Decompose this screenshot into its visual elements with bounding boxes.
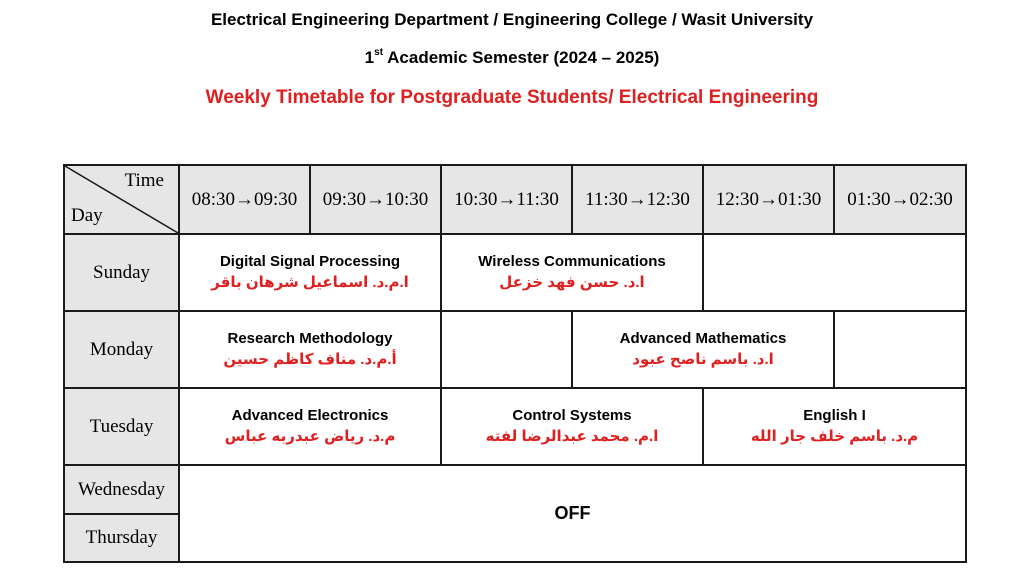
course-name: Control Systems xyxy=(512,406,632,424)
course-name: Advanced Electronics xyxy=(231,406,389,424)
day-label: Wednesday xyxy=(64,465,179,514)
day-row-sunday xyxy=(64,234,966,311)
corner-time-label: Time xyxy=(124,170,164,191)
off-cell xyxy=(179,465,966,562)
corner-day-label: Day xyxy=(71,205,103,226)
class-cell xyxy=(572,311,834,388)
instructor-name: م.د. باسم خلف جار الله xyxy=(750,427,919,445)
day-row-monday xyxy=(64,311,966,388)
day-label: Sunday xyxy=(64,234,179,311)
semester-number: 1 xyxy=(364,48,375,67)
day-label: Monday xyxy=(64,311,179,388)
corner-cell xyxy=(64,165,179,234)
class-cell xyxy=(179,388,441,465)
instructor-name: م.د. رياض عبدربه عباس xyxy=(224,427,396,445)
class-cell xyxy=(441,234,703,311)
timetable xyxy=(63,164,967,563)
course-name: Digital Signal Processing xyxy=(219,252,401,270)
class-cell xyxy=(179,311,441,388)
instructor-name: ا.م.د. اسماعيل شرهان باقر xyxy=(211,273,409,291)
time-slot: 09:30→10:30 xyxy=(310,165,441,234)
course-name: Advanced Mathematics xyxy=(619,329,787,347)
instructor-name: أ.م.د. مناف كاظم حسين xyxy=(223,350,397,368)
time-header-row xyxy=(64,165,966,234)
time-slot: 11:30→12:30 xyxy=(572,165,703,234)
department-line: Electrical Engineering Department / Engineering College / Wasit University xyxy=(210,10,814,29)
time-slot: 08:30→09:30 xyxy=(179,165,310,234)
semester-ordinal: st xyxy=(374,47,384,59)
instructor-name: ا.د. حسن فهد خزعل xyxy=(499,273,645,291)
semester-line xyxy=(0,48,1024,68)
day-row-tuesday xyxy=(64,388,966,465)
off-label: OFF xyxy=(554,503,591,523)
course-name: Wireless Communications xyxy=(478,252,666,270)
instructor-name: ا.د. باسم ناصح عبود xyxy=(632,350,774,368)
semester-text: Academic Semester (2024 – 2025) xyxy=(383,48,660,67)
instructor-name: ا.م. محمد عبدالرضا لفته xyxy=(485,427,659,445)
course-name: Research Methodology xyxy=(227,329,393,347)
day-row-wednesday xyxy=(64,465,966,514)
day-label: Thursday xyxy=(64,514,179,562)
time-slot: 01:30→02:30 xyxy=(834,165,966,234)
course-name: English I xyxy=(803,406,866,424)
class-cell xyxy=(441,388,703,465)
timetable-title: Weekly Timetable for Postgraduate Students/ Electrical Engineering xyxy=(205,87,819,108)
empty-cell xyxy=(834,311,966,388)
time-slot: 10:30→11:30 xyxy=(441,165,572,234)
empty-cell xyxy=(441,311,572,388)
day-label: Tuesday xyxy=(64,388,179,465)
class-cell xyxy=(179,234,441,311)
time-slot: 12:30→01:30 xyxy=(703,165,834,234)
class-cell xyxy=(703,388,966,465)
empty-cell xyxy=(703,234,966,311)
